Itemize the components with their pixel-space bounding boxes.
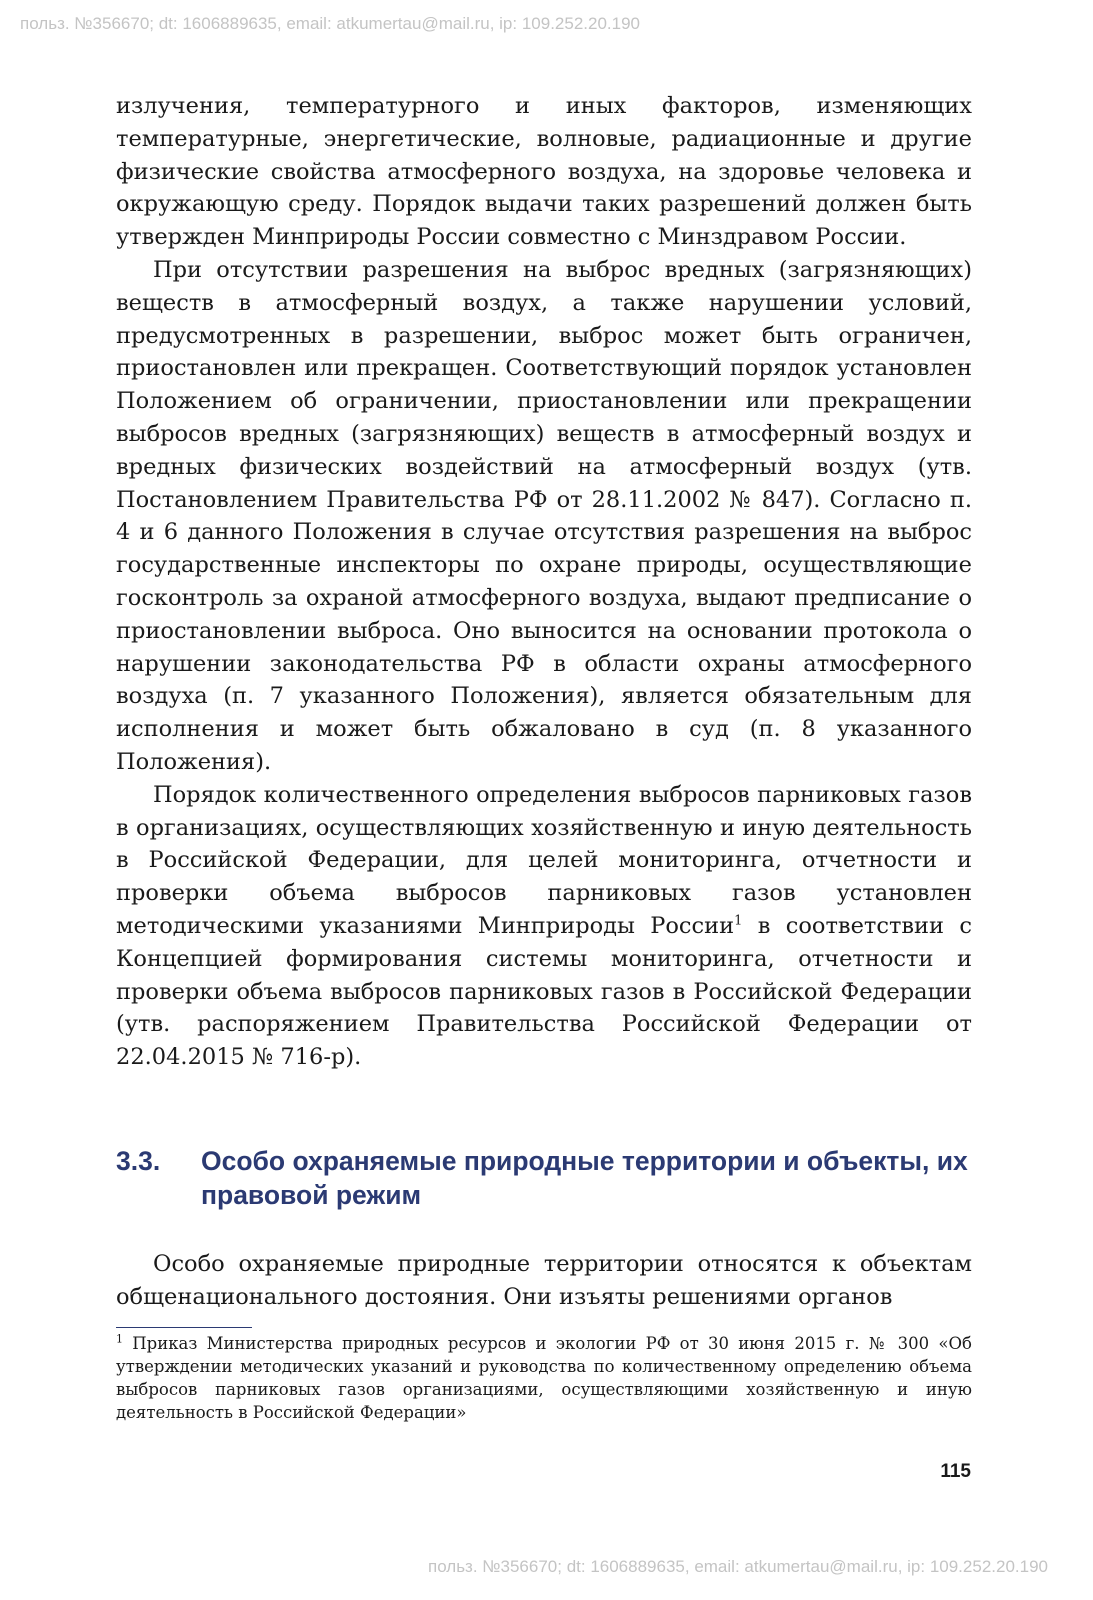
section-number: 3.3. xyxy=(116,1146,161,1176)
footnote-reference: 1 xyxy=(734,913,743,929)
paragraph-1: излучения, температурного и иных факторов, изменяющих температурные, энергетические, волновые, радиационные и другие физические свойства атмосферного воздуха, на здоровье человека и окружающую среду. Порядок выдачи таких разрешений должен быть утвержден Минприроды России совместно с Минздравом России. xyxy=(116,93,972,251)
footnote xyxy=(116,1332,972,1424)
watermark-bottom: польз. №356670; dt: 1606889635, email: atkumertau@mail.ru, ip: 109.252.20.190 xyxy=(427,1557,1048,1576)
paragraph-3 xyxy=(116,779,972,1074)
section-paragraph: Особо охраняемые природные территории относятся к объектам общенационального достояния. Они изъяты решениями органов xyxy=(116,1251,972,1310)
section-title: Особо охраняемые природные территории и объекты, их правовой режим xyxy=(201,1146,968,1210)
footnote-mark: 1 xyxy=(116,1332,123,1346)
paragraph-3-text: Порядок количественного определения выбросов парниковых газов в организациях, осуществляющих хозяйственную и иную деятельность в Российской Федерации, для целей мониторинга, отчетности и проверки объема выбросов парниковых газов установлен методическими указаниями Минприроды России xyxy=(116,781,972,939)
paragraph-3-continuation: в соответствии с Концепцией формирования системы мониторинга, отчетности и проверки объема выбросов парниковых газов в Российской Федерации (утв. распоряжением Правительства Российской Федерации от 22.04.2015 № 716-р). xyxy=(116,912,972,1071)
main-text-block xyxy=(116,90,972,1074)
section-heading xyxy=(116,1144,972,1212)
footnote-text: Приказ Министерства природных ресурсов и экологии РФ от 30 июня 2015 г. № 300 «Об утверждении методических указаний и руководства по количественному определению объема выбросов парниковых газов организациями, осуществляющими хозяйственную и иную деятельность в Российской Федерации» xyxy=(116,1334,972,1422)
watermark-top: польз. №356670; dt: 1606889635, email: atkumertau@mail.ru, ip: 109.252.20.190 xyxy=(20,14,641,33)
footnote-divider xyxy=(116,1327,252,1328)
paragraph-2: При отсутствии разрешения на выброс вредных (загрязняющих) веществ в атмосферный воздух, а также нарушении условий, предусмотренных в разрешении, выброс может быть ограничен, приостановлен или прекращен. Соответствующий порядок установлен Положением об ограничении, приостановлении или прекращении выбросов вредных (загрязняющих) веществ в атмосферный воздух и вредных физических воздействий на атмосферный воздух (утв. Постановлением Правительства РФ от 28.11.2002 № 847). Согласно п. 4 и 6 данного Положения в случае отсутствия разрешения на выброс государственные инспекторы по охране природы, осуществляющие госконтроль за охраной атмосферного воздуха, выдают предписание о приостановлении выброса. Оно выносится на основании протокола о нарушении законодательства РФ в области охраны атмосферного воздуха (п. 7 указанного Положения), является обязательным для исполнения и может быть обжаловано в суд (п. 8 указанного Положения). xyxy=(116,256,972,775)
section-text-block xyxy=(116,1248,972,1314)
page-number: 115 xyxy=(940,1461,971,1482)
